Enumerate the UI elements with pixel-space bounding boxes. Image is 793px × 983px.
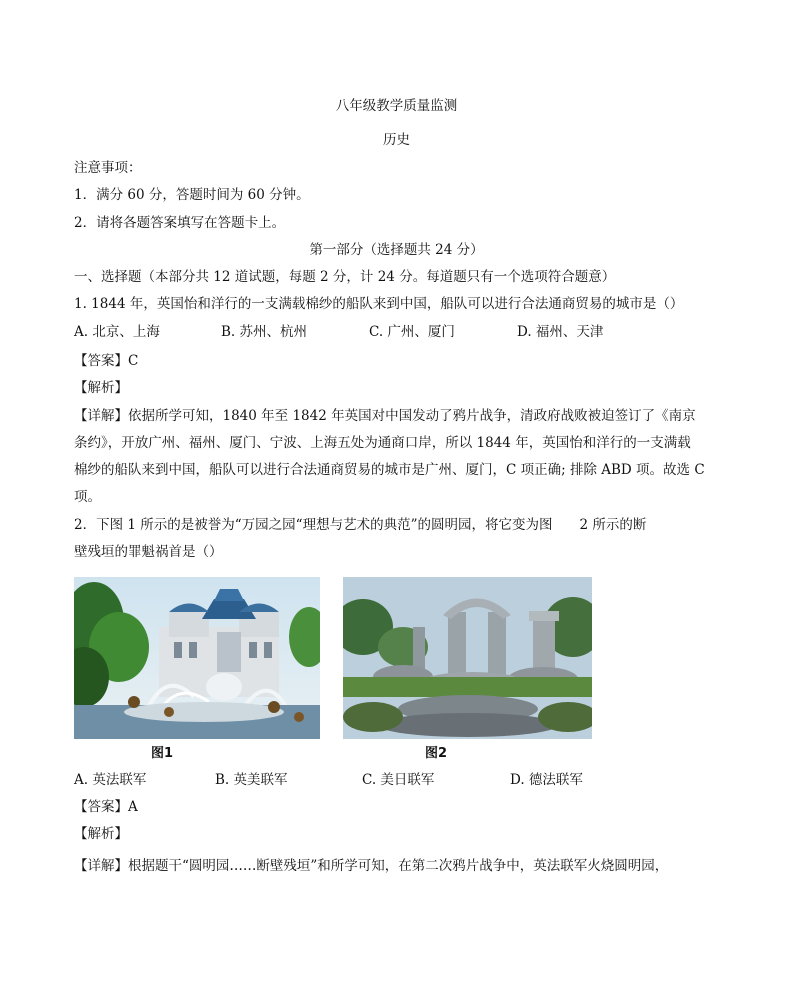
figure-2-caption: 图2 <box>425 746 448 761</box>
q2-option-d: D. 德法联军 <box>510 772 583 788</box>
q2-answer: 【答案】A <box>74 799 138 815</box>
q1-option-d: D. 福州、天津 <box>517 324 604 340</box>
notes-heading: 注意事项： <box>74 160 142 176</box>
subject-title: 历史 <box>383 132 410 148</box>
part-title: 第一部分（选择题共 24 分） <box>309 242 484 258</box>
q1-option-c: C. 广州、厦门 <box>369 324 455 340</box>
question-2-stem: 壁残垣的罪魁祸首是（） <box>74 544 223 560</box>
q2-option-c: C. 美日联军 <box>362 772 435 788</box>
figure-1-image <box>74 577 320 739</box>
exam-title: 八年级教学质量监测 <box>335 98 458 114</box>
q1-detail-line: 项。 <box>74 489 101 505</box>
q2-detail-line: 【详解】根据题干“圆明园……断壁残垣”和所学可知，在第二次鸦片战争中，英法联军火烧圆明园， <box>74 858 669 874</box>
q1-answer: 【答案】C <box>74 353 139 369</box>
q1-option-b: B. 苏州、杭州 <box>221 324 308 340</box>
q2-analysis-label: 【解析】 <box>74 826 128 842</box>
figure-1-caption: 图1 <box>151 746 174 761</box>
q2-option-b: B. 英美联军 <box>215 772 288 788</box>
figure-2-image <box>343 577 592 739</box>
question-2-stem: 2．下图 1 所示的是被誉为“万园之园“理想与艺术的典范”的圆明园，将它变为图 2 所示的断 <box>74 517 647 533</box>
q2-option-a: A. 英法联军 <box>74 772 147 788</box>
q1-detail-line: 条约》，开放广州、福州、厦门、宁波、上海五处为通商口岸，所以 1844 年，英国怡和洋行的一支满载 <box>74 435 691 451</box>
q1-option-a: A. 北京、上海 <box>74 324 160 340</box>
notes-item: 1．满分 60 分，答题时间为 60 分钟。 <box>74 187 310 203</box>
q1-detail-line: 棉纱的船队来到中国，船队可以进行合法通商贸易的城市是广州、厦门，C 项正确; 排除 ABD 项。故选 C <box>74 462 705 478</box>
section-instruction: 一、选择题（本部分共 12 道试题，每题 2 分，计 24 分。每道题只有一个选项符合题意） <box>74 269 616 285</box>
question-1-stem: 1. 1844 年，英国怡和洋行的一支满载棉纱的船队来到中国，船队可以进行合法通商贸易的城市是（） <box>74 296 684 312</box>
q1-detail-line: 【详解】依据所学可知，1840 年至 1842 年英国对中国发动了鸦片战争，清政府战败被迫签订了《南京 <box>74 408 696 424</box>
notes-item: 2．请将各题答案填写在答题卡上。 <box>74 215 286 231</box>
q1-analysis-label: 【解析】 <box>74 380 128 396</box>
